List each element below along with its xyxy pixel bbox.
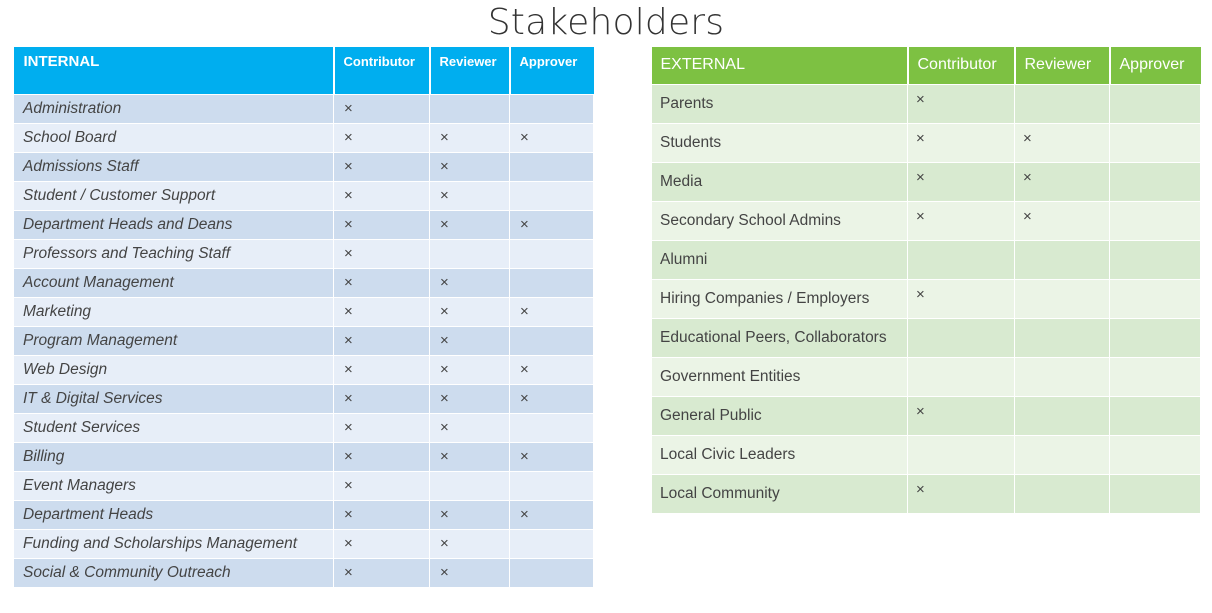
- internal-row: [14, 442, 594, 471]
- internal-header-contributor: Contributor: [334, 47, 430, 94]
- external-reviewer-mark: [1015, 84, 1110, 123]
- external-row: [652, 474, 1201, 513]
- internal-contributor-mark: ×: [334, 500, 430, 529]
- internal-reviewer-mark: ×: [430, 181, 510, 210]
- external-row: [652, 435, 1201, 474]
- internal-contributor-mark: ×: [334, 152, 430, 181]
- internal-header-reviewer: Reviewer: [430, 47, 510, 94]
- external-reviewer-mark: ×: [1015, 201, 1110, 240]
- external-approver-mark: [1110, 279, 1201, 318]
- external-contributor-mark: ×: [908, 474, 1015, 513]
- internal-stakeholder-name: Department Heads and Deans: [14, 210, 334, 239]
- internal-stakeholder-name: Professors and Teaching Staff: [14, 239, 334, 268]
- internal-approver-mark: [510, 268, 594, 297]
- internal-contributor-mark: ×: [334, 442, 430, 471]
- internal-row: [14, 152, 594, 181]
- internal-reviewer-mark: ×: [430, 326, 510, 355]
- internal-stakeholder-name: Student / Customer Support: [14, 181, 334, 210]
- external-header-row: [652, 47, 1201, 84]
- internal-approver-mark: ×: [510, 500, 594, 529]
- external-stakeholder-name: Students: [652, 123, 908, 162]
- internal-approver-mark: ×: [510, 442, 594, 471]
- external-contributor-mark: [908, 240, 1015, 279]
- internal-approver-mark: [510, 558, 594, 587]
- internal-contributor-mark: ×: [334, 355, 430, 384]
- external-row: [652, 318, 1201, 357]
- external-stakeholder-name: Parents: [652, 84, 908, 123]
- internal-header-name: INTERNAL: [14, 47, 334, 94]
- page-title: Stakeholders: [487, 2, 725, 43]
- internal-stakeholder-name: Program Management: [14, 326, 334, 355]
- external-stakeholder-name: General Public: [652, 396, 908, 435]
- external-row: [652, 240, 1201, 279]
- external-approver-mark: [1110, 123, 1201, 162]
- internal-approver-mark: ×: [510, 355, 594, 384]
- internal-row: [14, 210, 594, 239]
- external-contributor-mark: ×: [908, 201, 1015, 240]
- internal-reviewer-mark: ×: [430, 268, 510, 297]
- internal-row: [14, 239, 594, 268]
- external-header-contributor: Contributor: [908, 47, 1015, 84]
- external-approver-mark: [1110, 162, 1201, 201]
- internal-contributor-mark: ×: [334, 529, 430, 558]
- internal-row: [14, 413, 594, 442]
- external-reviewer-mark: [1015, 240, 1110, 279]
- internal-header-approver: Approver: [510, 47, 594, 94]
- external-approver-mark: [1110, 318, 1201, 357]
- internal-approver-mark: ×: [510, 297, 594, 326]
- internal-reviewer-mark: ×: [430, 442, 510, 471]
- external-reviewer-mark: [1015, 279, 1110, 318]
- internal-row: [14, 529, 594, 558]
- external-approver-mark: [1110, 201, 1201, 240]
- internal-contributor-mark: ×: [334, 413, 430, 442]
- external-stakeholder-name: Hiring Companies / Employers: [652, 279, 908, 318]
- internal-stakeholder-name: Department Heads: [14, 500, 334, 529]
- external-reviewer-mark: [1015, 357, 1110, 396]
- internal-approver-mark: [510, 413, 594, 442]
- internal-row: [14, 558, 594, 587]
- internal-approver-mark: ×: [510, 384, 594, 413]
- internal-stakeholder-name: IT & Digital Services: [14, 384, 334, 413]
- internal-stakeholder-name: Admissions Staff: [14, 152, 334, 181]
- internal-approver-mark: [510, 239, 594, 268]
- internal-row: [14, 123, 594, 152]
- external-stakeholder-name: Local Community: [652, 474, 908, 513]
- external-approver-mark: [1110, 435, 1201, 474]
- external-contributor-mark: ×: [908, 162, 1015, 201]
- internal-row: [14, 181, 594, 210]
- external-approver-mark: [1110, 84, 1201, 123]
- internal-approver-mark: [510, 529, 594, 558]
- external-header-name: EXTERNAL: [652, 47, 908, 84]
- internal-reviewer-mark: ×: [430, 413, 510, 442]
- external-reviewer-mark: [1015, 474, 1110, 513]
- internal-stakeholder-name: Account Management: [14, 268, 334, 297]
- internal-contributor-mark: ×: [334, 210, 430, 239]
- external-row: [652, 201, 1201, 240]
- external-approver-mark: [1110, 474, 1201, 513]
- external-approver-mark: [1110, 396, 1201, 435]
- external-contributor-mark: ×: [908, 396, 1015, 435]
- internal-reviewer-mark: [430, 471, 510, 500]
- internal-approver-mark: ×: [510, 123, 594, 152]
- internal-row: [14, 268, 594, 297]
- external-row: [652, 357, 1201, 396]
- external-contributor-mark: [908, 435, 1015, 474]
- external-stakeholder-name: Secondary School Admins: [652, 201, 908, 240]
- internal-stakeholder-name: Marketing: [14, 297, 334, 326]
- internal-contributor-mark: ×: [334, 268, 430, 297]
- internal-stakeholders-table: [13, 47, 594, 588]
- internal-reviewer-mark: ×: [430, 500, 510, 529]
- internal-approver-mark: [510, 326, 594, 355]
- internal-stakeholder-name: Social & Community Outreach: [14, 558, 334, 587]
- internal-contributor-mark: ×: [334, 384, 430, 413]
- external-contributor-mark: ×: [908, 279, 1015, 318]
- internal-stakeholder-name: Funding and Scholarships Management: [14, 529, 334, 558]
- external-stakeholder-name: Local Civic Leaders: [652, 435, 908, 474]
- external-row: [652, 84, 1201, 123]
- internal-row: [14, 384, 594, 413]
- internal-reviewer-mark: ×: [430, 355, 510, 384]
- internal-approver-mark: ×: [510, 210, 594, 239]
- external-reviewer-mark: [1015, 396, 1110, 435]
- internal-contributor-mark: ×: [334, 326, 430, 355]
- external-stakeholder-name: Media: [652, 162, 908, 201]
- internal-row: [14, 471, 594, 500]
- internal-reviewer-mark: ×: [430, 558, 510, 587]
- internal-row: [14, 94, 594, 123]
- internal-stakeholder-name: Administration: [14, 94, 334, 123]
- internal-contributor-mark: ×: [334, 181, 430, 210]
- internal-approver-mark: [510, 181, 594, 210]
- external-reviewer-mark: [1015, 318, 1110, 357]
- external-reviewer-mark: ×: [1015, 162, 1110, 201]
- internal-reviewer-mark: ×: [430, 297, 510, 326]
- internal-reviewer-mark: ×: [430, 210, 510, 239]
- internal-contributor-mark: ×: [334, 297, 430, 326]
- external-row: [652, 396, 1201, 435]
- external-stakeholder-name: Government Entities: [652, 357, 908, 396]
- internal-reviewer-mark: [430, 239, 510, 268]
- external-approver-mark: [1110, 357, 1201, 396]
- external-row: [652, 123, 1201, 162]
- internal-reviewer-mark: ×: [430, 384, 510, 413]
- external-stakeholders-table: [651, 47, 1201, 514]
- external-stakeholder-name: Alumni: [652, 240, 908, 279]
- internal-row: [14, 355, 594, 384]
- external-reviewer-mark: ×: [1015, 123, 1110, 162]
- internal-approver-mark: [510, 471, 594, 500]
- internal-approver-mark: [510, 152, 594, 181]
- internal-stakeholder-name: School Board: [14, 123, 334, 152]
- internal-contributor-mark: ×: [334, 239, 430, 268]
- external-row: [652, 279, 1201, 318]
- internal-reviewer-mark: ×: [430, 152, 510, 181]
- internal-contributor-mark: ×: [334, 471, 430, 500]
- internal-stakeholder-name: Web Design: [14, 355, 334, 384]
- internal-reviewer-mark: ×: [430, 123, 510, 152]
- internal-contributor-mark: ×: [334, 123, 430, 152]
- internal-stakeholder-name: Event Managers: [14, 471, 334, 500]
- internal-reviewer-mark: ×: [430, 529, 510, 558]
- internal-row: [14, 500, 594, 529]
- internal-stakeholder-name: Billing: [14, 442, 334, 471]
- internal-approver-mark: [510, 94, 594, 123]
- external-contributor-mark: ×: [908, 84, 1015, 123]
- external-reviewer-mark: [1015, 435, 1110, 474]
- internal-row: [14, 326, 594, 355]
- external-stakeholder-name: Educational Peers, Collaborators: [652, 318, 908, 357]
- internal-header-row: [14, 47, 594, 94]
- external-row: [652, 162, 1201, 201]
- internal-reviewer-mark: [430, 94, 510, 123]
- external-contributor-mark: [908, 318, 1015, 357]
- internal-contributor-mark: ×: [334, 94, 430, 123]
- external-header-approver: Approver: [1110, 47, 1201, 84]
- internal-contributor-mark: ×: [334, 558, 430, 587]
- external-contributor-mark: [908, 357, 1015, 396]
- internal-stakeholder-name: Student Services: [14, 413, 334, 442]
- external-header-reviewer: Reviewer: [1015, 47, 1110, 84]
- external-approver-mark: [1110, 240, 1201, 279]
- internal-row: [14, 297, 594, 326]
- external-contributor-mark: ×: [908, 123, 1015, 162]
